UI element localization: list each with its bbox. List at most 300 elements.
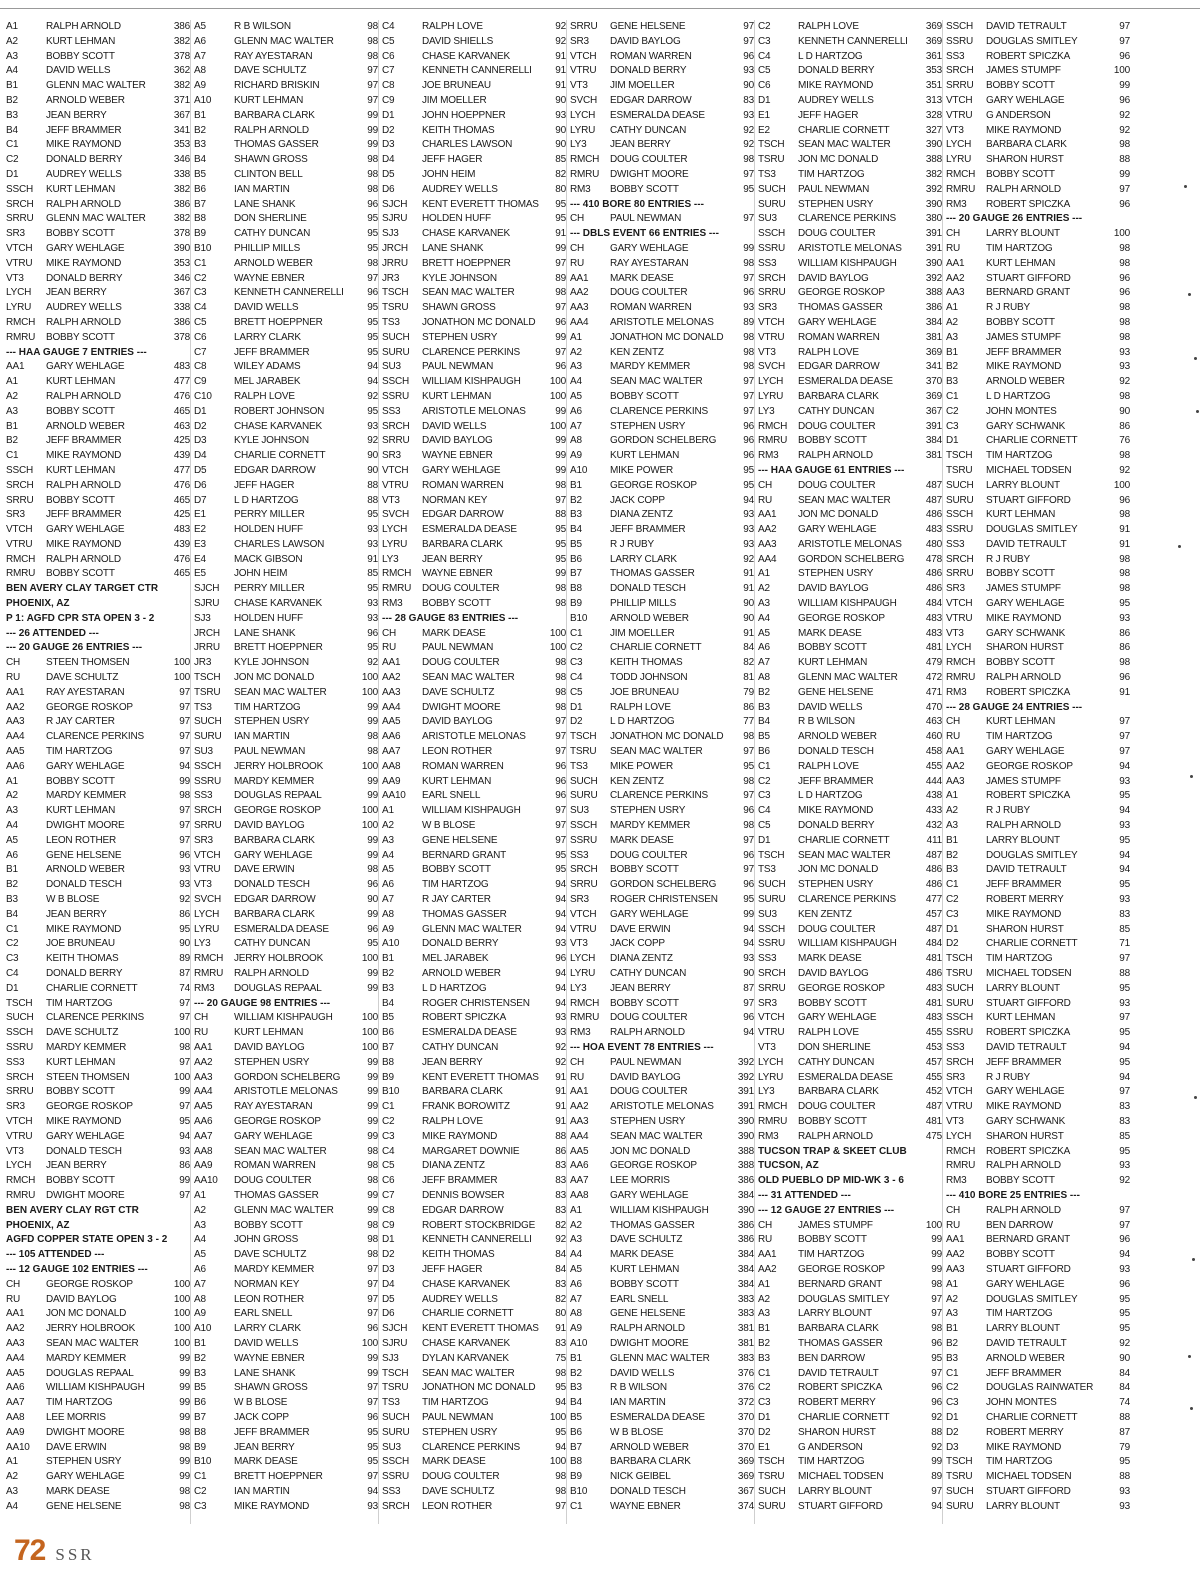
result-row [758,35,942,50]
class-code: VT3 [6,272,24,284]
class-code: D1 [946,435,959,447]
shooter-name: JEAN BERRY [422,553,483,565]
result-row [946,1337,1130,1352]
shooter-name: GENE HELSENE [46,1500,122,1512]
section-header [946,212,1130,227]
result-row [194,627,378,642]
result-row [194,523,378,538]
class-code: A8 [758,672,770,684]
class-code: B9 [570,1471,582,1483]
score: 99 [367,1056,378,1068]
score: 98 [743,820,754,832]
shooter-name: PAUL NEWMAN [422,1411,494,1423]
score: 97 [1119,35,1130,47]
class-code: B9 [570,598,582,610]
result-row [194,597,378,612]
result-row [946,316,1130,331]
score: 391 [925,228,942,240]
shooter-name: JOE BRUNEAU [610,686,679,698]
result-row [946,494,1130,509]
class-code: C1 [570,1500,583,1512]
class-code: AA2 [6,701,25,713]
score: 89 [179,953,190,965]
shooter-name: BERNARD GRANT [986,287,1071,299]
class-code: SJCH [194,583,220,595]
score: 386 [173,316,190,328]
class-code: VTCH [6,242,33,254]
result-row [6,1189,190,1204]
shooter-name: NORMAN KEY [234,1278,300,1290]
shooter-name: KEN ZENTZ [798,908,852,920]
class-code: AA6 [382,731,401,743]
score: 92 [179,894,190,906]
shooter-name: TIM HARTZOG [798,1249,865,1261]
shooter-name: CLARENCE PERKINS [46,1012,144,1024]
class-code: B3 [946,376,958,388]
result-row [382,464,566,479]
result-row [946,597,1130,612]
class-code: JRRU [382,257,408,269]
shooter-name: MARK DEASE [610,1249,674,1261]
score: 381 [737,1323,754,1335]
result-row [946,878,1130,893]
shooter-name: LARRY BLOUNT [798,1308,872,1320]
score: 93 [1119,820,1130,832]
shooter-name: BOBBY SCOTT [986,568,1055,580]
score: 95 [367,938,378,950]
shooter-name: BOBBY SCOTT [798,435,867,447]
result-row [758,301,942,316]
score: 92 [1119,1337,1130,1349]
shooter-name: JEAN BERRY [46,287,107,299]
score: 96 [179,849,190,861]
shooter-name: RALPH ARNOLD [986,672,1061,684]
score: 378 [173,50,190,62]
shooter-name: BOBBY SCOTT [986,80,1055,92]
result-row [758,420,942,435]
class-code: D3 [382,1263,395,1275]
shooter-name: JOHN HEIM [422,168,476,180]
shooter-name: ROBERT SPICZKA [986,1145,1071,1157]
score: 100 [549,390,566,402]
class-code: LYCH [570,953,596,965]
score: 384 [737,1263,754,1275]
shooter-name: PERRY MILLER [234,509,305,521]
shooter-name: DONALD BERRY [798,820,875,832]
result-row [758,1411,942,1426]
score: 90 [367,450,378,462]
score: 370 [737,1426,754,1438]
class-code: CH [946,716,961,728]
result-row [570,1278,754,1293]
shooter-name: EARL SNELL [234,1308,293,1320]
shooter-name: JEFF BRAMMER [986,879,1062,891]
score: 86 [1119,642,1130,654]
class-code: LY3 [758,1086,775,1098]
scan-edge-marks [1140,0,1200,1596]
shooter-name: DAVID BAYLOG [610,35,681,47]
score: 93 [555,1027,566,1039]
shooter-name: GARY WEHLAGE [46,524,125,536]
result-row [946,1352,1130,1367]
result-row [382,20,566,35]
score: 96 [743,1012,754,1024]
class-code: AA2 [382,672,401,684]
class-code: SR3 [382,450,401,462]
shooter-name: HOLDEN HUFF [422,213,491,225]
shooter-name: ARNOLD WEBER [46,420,125,432]
result-row [570,124,754,139]
class-code: B2 [946,849,958,861]
class-code: RU [758,494,773,506]
score: 97 [179,731,190,743]
score: 99 [367,1115,378,1127]
score: 97 [179,1012,190,1024]
score: 98 [367,257,378,269]
score: 100 [173,657,190,669]
score: 90 [743,968,754,979]
result-row [946,1085,1130,1100]
result-row [6,124,190,139]
shooter-name: R J RUBY [986,302,1030,314]
result-row [194,701,378,716]
result-row [570,1011,754,1026]
shooter-name: ROBERT SPICZKA [986,686,1071,698]
class-code: AA6 [6,1382,25,1394]
class-code: A7 [194,1278,206,1290]
shooter-name: GARY WEHLAGE [46,760,125,772]
score: 91 [743,568,754,580]
shooter-name: JON MC DONALD [610,1145,691,1157]
shooter-name: ARNOLD WEBER [986,1352,1065,1364]
score: 98 [743,346,754,358]
result-row [758,730,942,745]
class-code: SURU [382,1426,410,1438]
class-code: SR3 [194,834,213,846]
shooter-name: JEFF BRAMMER [986,1056,1062,1068]
shooter-name: RALPH LOVE [234,390,295,402]
shooter-name: TIM HARTZOG [422,1397,489,1409]
class-code: SSRU [6,1041,33,1053]
result-row [946,1441,1130,1456]
result-row [382,730,566,745]
result-row [570,1307,754,1322]
shooter-name: DONALD BERRY [46,968,123,979]
class-code: AA4 [758,553,777,565]
result-row [382,1204,566,1219]
class-code: B5 [382,1012,394,1024]
result-row [6,227,190,242]
class-code: SJ3 [382,1352,399,1364]
class-code: JRCH [194,627,220,639]
class-code: C2 [946,405,959,417]
result-row [946,967,1130,982]
shooter-name: AUDREY WELLS [422,1293,498,1305]
class-code: CH [570,213,585,225]
section-header-text: PHOENIX, AZ [6,1219,70,1231]
result-row [570,967,754,982]
class-code: A2 [758,1293,770,1305]
class-code: E1 [758,109,770,121]
class-code: AA7 [570,1175,589,1187]
score: 93 [1119,1263,1130,1275]
result-row [570,701,754,716]
shooter-name: BOBBY SCOTT [46,494,115,506]
class-code: AA2 [194,1056,213,1068]
shooter-name: SHARON HURST [798,1426,876,1438]
shooter-name: WILLIAM KISHPAUGH [610,1204,709,1216]
result-row [570,375,754,390]
shooter-name: JEFF BRAMMER [986,1367,1062,1379]
score: 476 [173,553,190,565]
shooter-name: DOUGLAS SMITLEY [986,849,1078,861]
result-row [382,375,566,390]
score: 93 [179,879,190,891]
result-row [758,508,942,523]
score: 92 [931,1441,942,1453]
class-code: C6 [194,331,207,343]
result-row [382,582,566,597]
result-row [382,1411,566,1426]
score: 93 [1119,612,1130,624]
score: 97 [1119,953,1130,965]
class-code: RM3 [570,183,591,195]
class-code: SRRU [6,1086,34,1098]
result-row [6,1396,190,1411]
score: 98 [367,1160,378,1172]
score: 98 [179,1041,190,1053]
class-code: D2 [946,1426,959,1438]
class-code: RMRU [946,1160,976,1172]
score: 97 [555,346,566,358]
score: 380 [925,213,942,225]
class-code: C7 [194,346,207,358]
result-row [382,94,566,109]
result-row [382,1293,566,1308]
score: 98 [1119,257,1130,269]
shooter-name: CHARLIE CORNETT [798,1411,890,1423]
score: 84 [555,1249,566,1261]
class-code: TSRU [570,746,597,758]
shooter-name: KEITH THOMAS [422,124,495,136]
shooter-name: AUDREY WELLS [798,94,874,106]
result-row [570,775,754,790]
shooter-name: DAVE SCHULTZ [422,686,495,698]
score: 100 [361,672,378,684]
class-code: SS3 [758,953,777,965]
class-code: C8 [382,80,395,92]
shooter-name: GENE HELSENE [798,686,874,698]
score: 99 [179,1397,190,1409]
shooter-name: MARK DEASE [234,1456,298,1468]
class-code: A5 [758,627,770,639]
score: 97 [367,1278,378,1290]
score: 384 [925,316,942,328]
shooter-name: STEPHEN USRY [610,805,686,817]
result-row [6,730,190,745]
class-code: SRCH [946,65,974,77]
result-row [6,212,190,227]
result-row [758,316,942,331]
result-row [570,301,754,316]
section-header [6,1204,190,1219]
shooter-name: STEPHEN USRY [234,1056,310,1068]
class-code: SR3 [6,1101,25,1113]
score: 95 [367,213,378,225]
class-code: TSCH [946,953,973,965]
result-row [946,1263,1130,1278]
result-row [382,1500,566,1515]
score: 383 [737,1352,754,1364]
result-row [946,183,1130,198]
class-code: C1 [946,879,959,891]
shooter-name: RAY AYESTARAN [234,1101,313,1113]
score: 470 [925,701,942,713]
score: 390 [173,242,190,254]
score: 97 [367,80,378,92]
shooter-name: RALPH ARNOLD [46,198,121,210]
result-row [946,1056,1130,1071]
score: 100 [361,805,378,817]
results-column-5 [758,20,943,1524]
shooter-name: JEFF BRAMMER [610,524,686,536]
shooter-name: KURT LEHMAN [422,390,492,402]
class-code: A3 [6,405,18,417]
result-row [194,1307,378,1322]
class-code: A3 [6,805,18,817]
shooter-name: GORDON SCHELBERG [610,879,717,891]
shooter-name: WILLIAM KISHPAUGH [798,257,897,269]
shooter-name: MIKE RAYMOND [46,538,122,550]
result-row [946,94,1130,109]
shooter-name: IAN MARTIN [234,183,290,195]
score: 94 [1119,1071,1130,1083]
score: 97 [367,1471,378,1483]
score: 93 [743,953,754,965]
result-row [946,1367,1130,1382]
shooter-name: WAYNE EBNER [610,1500,681,1512]
class-code: B5 [194,168,206,180]
shooter-name: THOMAS GASSER [422,908,507,920]
class-code: LYRU [382,538,408,550]
shooter-name: LARRY BLOUNT [986,479,1060,491]
result-row [382,1085,566,1100]
score: 94 [555,982,566,994]
result-row [946,420,1130,435]
shooter-name: G ANDERSON [986,109,1051,121]
result-row [194,1011,378,1026]
score: 92 [743,553,754,565]
result-row [758,656,942,671]
result-row [758,715,942,730]
class-code: B6 [194,183,206,195]
shooter-name: PAUL NEWMAN [610,213,682,225]
class-code: A4 [570,1249,582,1261]
result-row [570,1352,754,1367]
class-code: SJ3 [194,612,211,624]
result-row [758,434,942,449]
score: 74 [179,982,190,994]
result-row [6,464,190,479]
shooter-name: BOBBY SCOTT [46,775,115,787]
class-code: B3 [946,1352,958,1364]
shooter-name: JON MC DONALD [234,672,315,684]
score: 97 [179,997,190,1009]
score: 98 [367,1234,378,1246]
score: 483 [925,612,942,624]
shooter-name: JEAN BERRY [610,982,671,994]
score: 90 [743,598,754,610]
score: 89 [555,272,566,284]
shooter-name: CLARENCE PERKINS [798,894,896,906]
shooter-name: GEORGE ROSKOP [798,287,885,299]
class-code: SSCH [6,464,33,476]
shooter-name: WILLIAM KISHPAUGH [46,1382,145,1394]
result-row [758,789,942,804]
result-row [6,1293,190,1308]
class-code: B2 [946,361,958,373]
class-code: SRRU [570,21,598,32]
class-code: B4 [570,1397,582,1409]
score: 90 [1119,1352,1130,1364]
result-row [194,375,378,390]
class-code: D1 [946,923,959,935]
result-row [6,538,190,553]
score: 386 [737,1219,754,1231]
result-row [194,937,378,952]
class-code: VTRU [6,257,33,269]
class-code: C2 [194,1485,207,1497]
shooter-name: CHARLES LAWSON [422,139,513,151]
shooter-name: DOUG COULTER [798,1101,876,1113]
result-row [570,1174,754,1189]
score: 97 [931,1367,942,1379]
shooter-name: TIM HARTZOG [986,450,1053,462]
class-code: E2 [194,524,206,536]
score: 88 [1119,968,1130,979]
shooter-name: RALPH LOVE [798,1027,859,1039]
score: 88 [1119,154,1130,166]
result-row [946,1470,1130,1485]
shooter-name: DAVID BAYLOG [798,272,869,284]
class-code: RU [758,1234,773,1246]
shooter-name: ROMAN WARREN [798,331,880,343]
shooter-name: WILLIAM KISHPAUGH [422,376,521,388]
score: 97 [743,21,754,32]
result-row [946,257,1130,272]
class-code: A5 [194,21,206,32]
score: 100 [1113,479,1130,491]
class-code: A1 [6,1456,18,1468]
score: 85 [367,568,378,580]
section-header [6,1248,190,1263]
class-code: TS3 [570,760,588,772]
shooter-name: DOUGLAS REPAAL [234,790,322,802]
class-code: SURU [946,997,974,1009]
class-code: SR3 [946,1071,965,1083]
shooter-name: EARL SNELL [610,1293,669,1305]
class-code: TSRU [194,686,221,698]
class-code: SUCH [758,1485,786,1497]
shooter-name: GARY WEHLAGE [46,242,125,254]
result-row [758,1263,942,1278]
class-code: SJRU [382,1337,408,1349]
shooter-name: MARDY KEMMER [234,1263,315,1275]
section-header-text: TUCSON, AZ [758,1160,819,1172]
score: 475 [925,1130,942,1142]
class-code: D1 [382,1234,395,1246]
class-code: SSRU [946,1027,973,1039]
